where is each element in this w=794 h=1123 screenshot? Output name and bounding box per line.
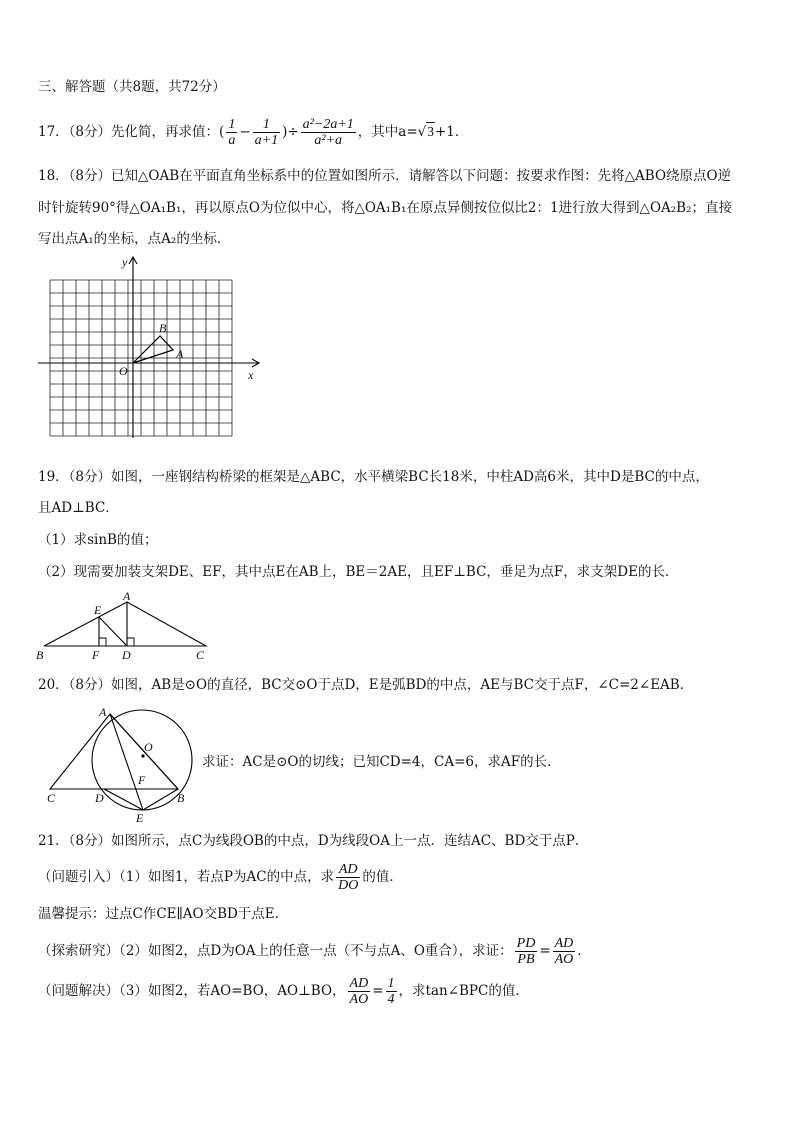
q21-frac-one-quarter: $\frac{1}{4}$ — [387, 976, 395, 1007]
label-c: C — [196, 648, 205, 662]
q21-frac-ad-ao-2: $\frac{AD}{AO}$ — [349, 976, 369, 1007]
q17-frac-1: $\frac{1}{a}$ — [228, 117, 236, 148]
label-a: A — [123, 589, 131, 603]
q19-line-2: 且AD⊥BC． — [38, 500, 119, 516]
center-dot — [141, 754, 144, 757]
right-angle-f — [99, 638, 106, 646]
q17-frac-2: $\frac{1}{a+1}$ — [254, 117, 279, 148]
q17-frac-3: $\frac{\text{a²−2a+1}}{\text{a²+a}}$ — [302, 117, 354, 148]
label-c: C — [47, 791, 56, 805]
point-a-label: A — [176, 347, 184, 361]
label-a: A — [99, 705, 107, 719]
label-d: D — [122, 648, 131, 662]
q19-line-1: 19．（8分）如图，一座钢结构桥梁的框架是△ABC，水平横梁BC长18米，中柱AD高6米，其中D是BC的中点， — [38, 469, 709, 485]
grid-lines — [50, 280, 232, 436]
q21-line-4: （探索研究）（2）如图2，点D为OA上的任意一点（不与点A、O重合），求证： $\frac{PD}{PB}$ = $\frac{AD}{AO}$ ． — [38, 936, 591, 967]
q19-line-4: （2）现需要加装支架DE、EF，其中点E在AB上，BE＝2AE，且EF⊥BC，垂足为点F，求支架DE的长． — [38, 564, 679, 580]
point-b-label: B — [159, 321, 167, 335]
segment-ae — [110, 714, 143, 810]
q20-line-1: 20．（8分）如图，AB是⊙O的直径，BC交⊙O于点D，E是弧BD的中点，AE与BC交于点F，∠C=2∠EAB． — [38, 677, 694, 693]
q19-line-3: （1）求sinB的值； — [38, 532, 158, 548]
q21-frac-pd-pb: $\frac{PD}{PB}$ — [516, 936, 536, 967]
q21-frac-ad-ao: $\frac{AD}{AO}$ — [554, 936, 574, 967]
label-e: E — [136, 811, 144, 824]
sqrt-sign: √ — [417, 124, 427, 140]
q17-prompt: 17．（8分）先化简，再求值： — [38, 124, 220, 140]
q21-line-1: 21．（8分）如图所示，点C为线段OB的中点，D为线段OA上一点．连结AC、BD交于点P． — [38, 833, 589, 849]
label-o: O — [144, 740, 153, 754]
right-angle-d — [127, 638, 134, 646]
q18-line-1: 18．（8分）已知△OAB在平面直角坐标系中的位置如图所示．请解答以下问题：按要求作图：先将△ABO绕原点O逆 — [38, 168, 732, 184]
label-f: F — [92, 648, 100, 662]
label-b: B — [36, 648, 44, 662]
coordinate-grid-figure — [36, 254, 266, 440]
bridge-triangle-figure — [34, 588, 214, 664]
segment-de — [99, 617, 127, 646]
label-d: D — [95, 791, 104, 805]
label-b: B — [177, 791, 185, 805]
origin-label: O — [119, 364, 128, 378]
label-f: F — [138, 773, 146, 787]
q21-line-5: （问题解决）（3）如图2，若AO=BO，AO⊥BO， $\frac{AD}{AO}$ = $\frac{1}{4}$ ，求tan∠BPC的值． — [38, 976, 529, 1007]
q18-line-2: 时针旋转90°得△OA₁B₁，再以原点O为位似中心，将△OA₁B₁在原点异侧按位似比2：1进行放大得到△OA₂B₂；直接 — [38, 200, 733, 216]
triangle-abc — [44, 602, 206, 646]
q21-hint: 温馨提示：过点C作CE∥AO交BD于点E． — [38, 906, 289, 922]
question-17: 17．（8分）先化简，再求值：( $\frac{1}{a}$ − $\frac{1}{a+1}$ )÷ $\frac{\text{a²−2a+1}}{\text{a²+a}}$ ，其中a=√3+1． — [38, 117, 469, 148]
q18-line-3: 写出点A₁的坐标，点A₂的坐标． — [38, 231, 231, 247]
label-e: E — [94, 603, 102, 617]
section-title: 三、解答题（共8题，共72分） — [38, 79, 226, 95]
q21-line-2: （问题引入）（1）如图1，若点P为AC的中点，求 $\frac{AD}{DO}$ 的值． — [38, 862, 403, 893]
circle-tangent-figure — [40, 700, 198, 824]
y-axis-label: y — [122, 255, 128, 269]
x-axis-label: x — [248, 368, 254, 382]
q21-frac-ad-do: $\frac{AD}{DO}$ — [338, 862, 359, 893]
q20-proof-task: 求证：AC是⊙O的切线；已知CD=4，CA=6，求AF的长． — [202, 754, 561, 770]
